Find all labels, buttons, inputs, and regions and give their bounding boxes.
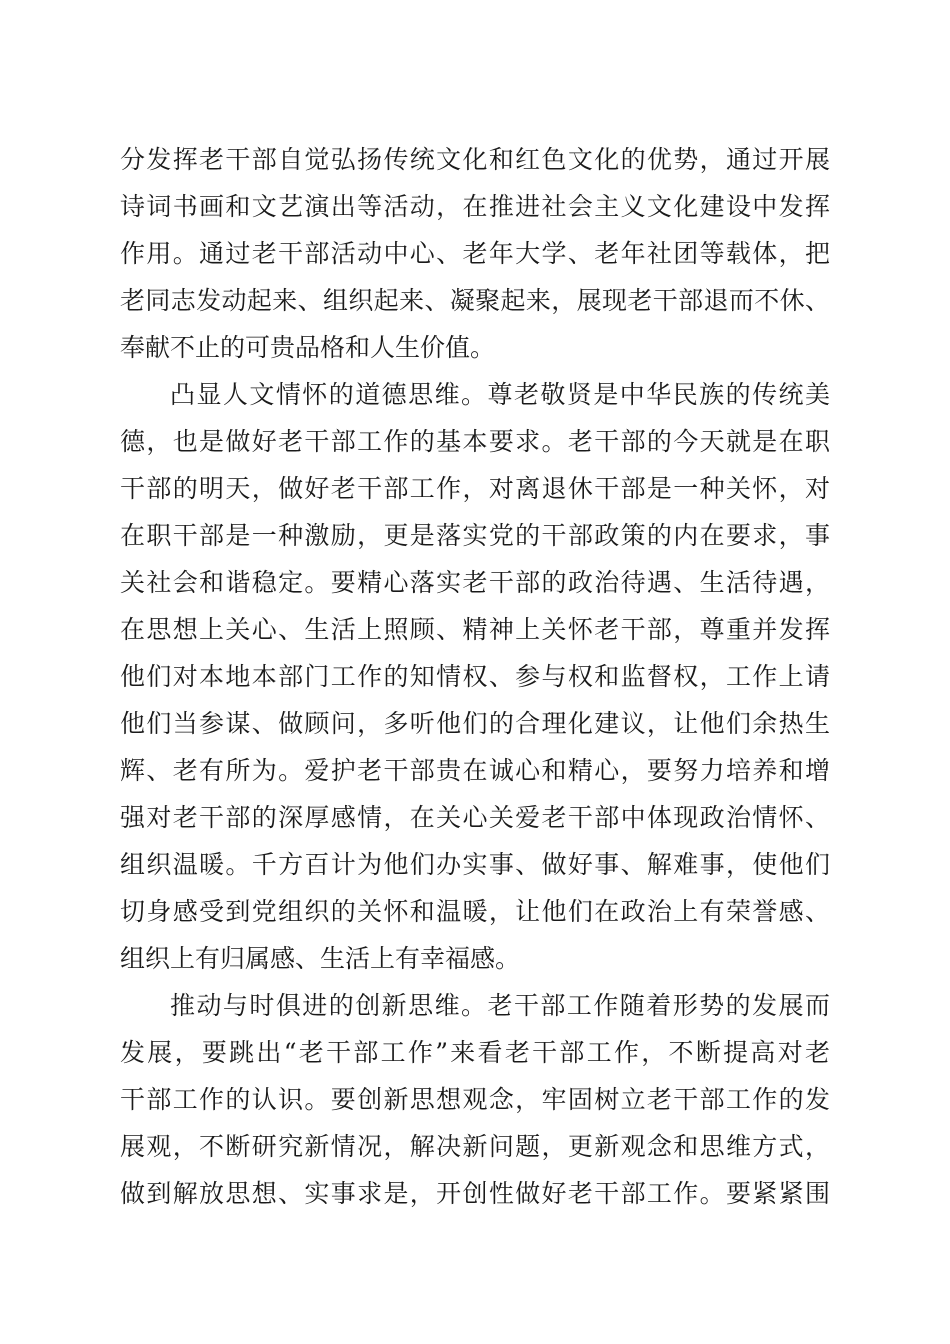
text-line: 奉献不止的可贵品格和人生价值。 — [120, 333, 496, 362]
text-line: 组织温暖。千方百计为他们办实事、做好事、解难事，使他们 — [120, 850, 830, 879]
text-line: 在职干部是一种激励，更是落实党的干部政策的内在要求，事 — [120, 521, 830, 550]
text-line: 他们对本地本部门工作的知情权、参与权和监督权，工作上请 — [120, 662, 830, 691]
text-line: 诗词书画和文艺演出等活动，在推进社会主义文化建设中发挥 — [120, 192, 830, 221]
text-line: 老同志发动起来、组织起来、凝聚起来，展现老干部退而不休、 — [120, 286, 830, 315]
text-line: 干部工作的认识。要创新思想观念，牢固树立老干部工作的发 — [120, 1085, 830, 1114]
text-line: 关社会和谐稳定。要精心落实老干部的政治待遇、生活待遇， — [120, 568, 830, 597]
text-line: 展观，不断研究新情况，解决新问题，更新观念和思维方式， — [120, 1132, 830, 1161]
paragraph-heading-line: 推动与时俱进的创新思维。老干部工作随着形势的发展而 — [170, 991, 830, 1020]
text-line: 做到解放思想、实事求是，开创性做好老干部工作。要紧紧围 — [120, 1179, 830, 1208]
text-line: 在思想上关心、生活上照顾、精神上关怀老干部，尊重并发挥 — [120, 615, 830, 644]
text-line: 他们当参谋、做顾问，多听他们的合理化建议，让他们余热生 — [120, 709, 830, 738]
text-line: 发展，要跳出“老干部工作”来看老干部工作，不断提高对老 — [120, 1038, 830, 1067]
text-line: 强对老干部的深厚感情，在关心关爱老干部中体现政治情怀、 — [120, 803, 830, 832]
text-line: 作用。通过老干部活动中心、老年大学、老年社团等载体，把 — [120, 239, 830, 268]
text-line: 分发挥老干部自觉弘扬传统文化和红色文化的优势，通过开展 — [120, 145, 830, 174]
text-line: 辉、老有所为。爱护老干部贵在诚心和精心，要努力培养和增 — [120, 756, 830, 785]
text-line: 组织上有归属感、生活上有幸福感。 — [120, 944, 521, 973]
text-line: 切身感受到党组织的关怀和温暖，让他们在政治上有荣誉感、 — [120, 897, 830, 926]
text-line: 干部的明天，做好老干部工作，对离退休干部是一种关怀，对 — [120, 474, 830, 503]
paragraph-heading-line: 凸显人文情怀的道德思维。尊老敬贤是中华民族的传统美 — [170, 380, 830, 409]
text-line: 德，也是做好老干部工作的基本要求。老干部的今天就是在职 — [120, 427, 830, 456]
